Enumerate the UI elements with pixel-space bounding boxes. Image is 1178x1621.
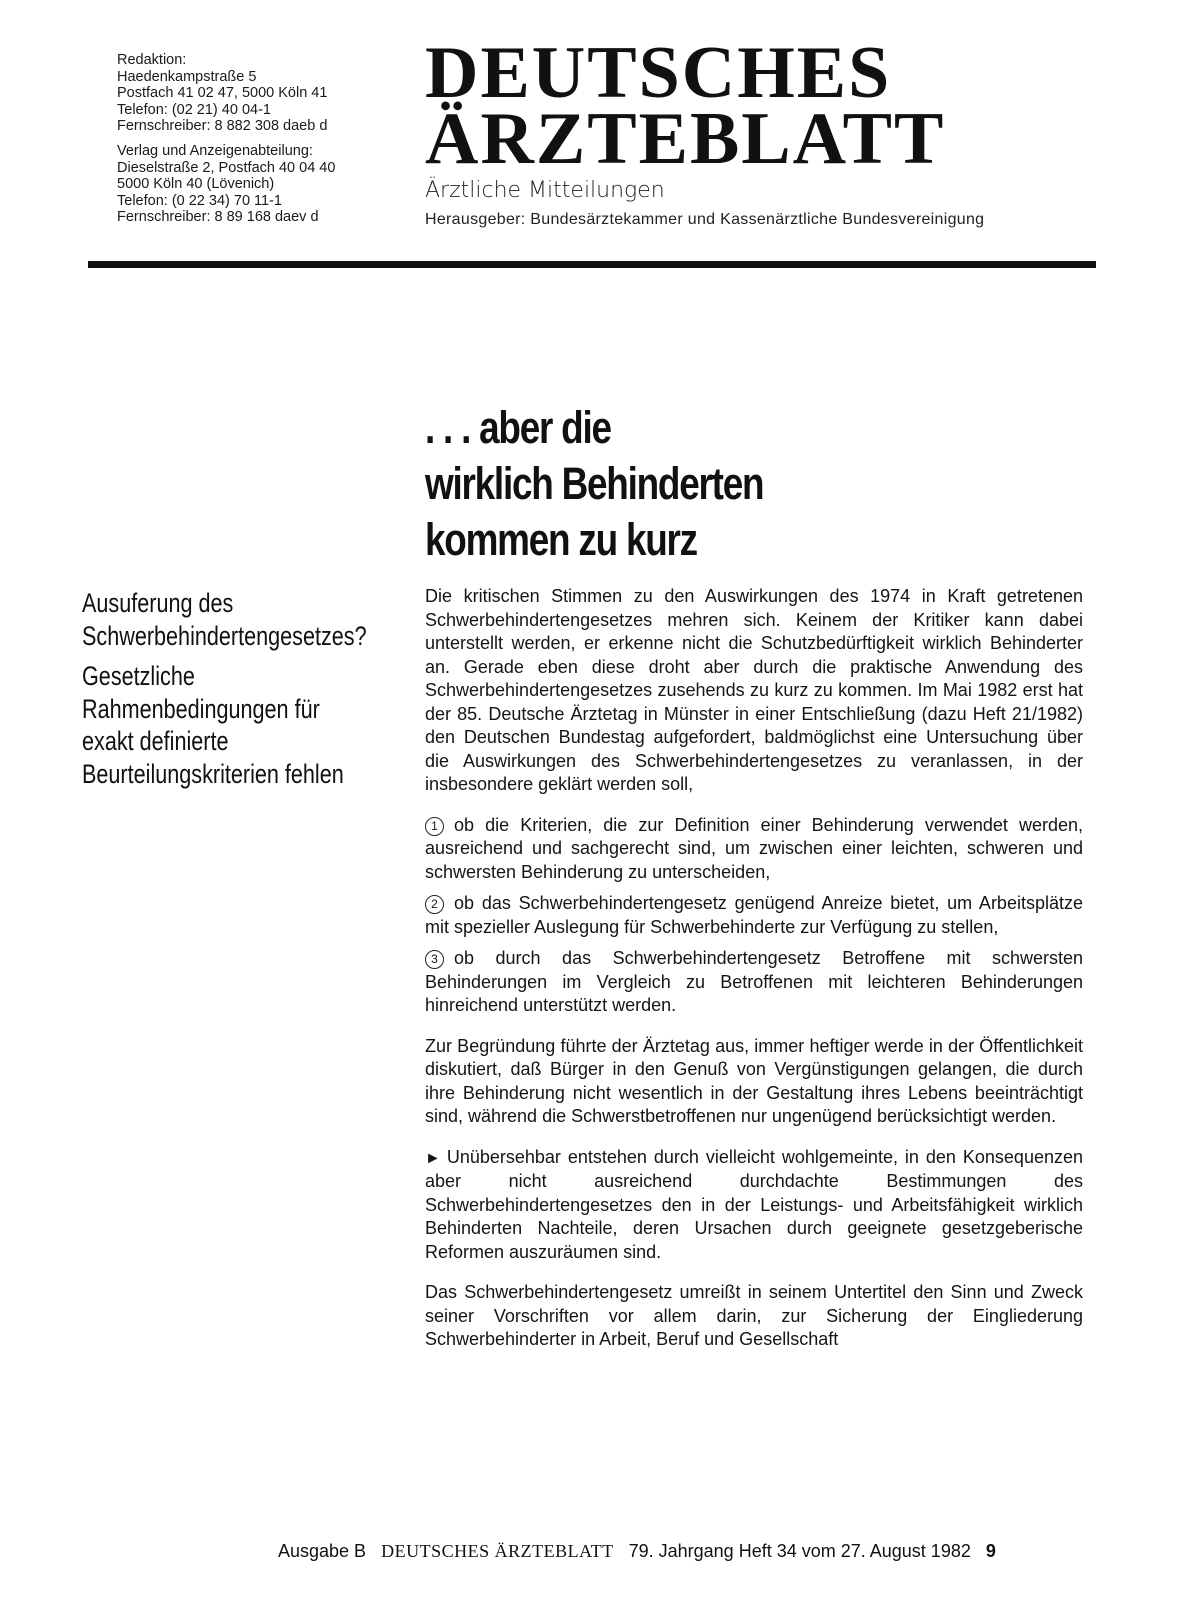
circled-number-icon: 3 xyxy=(425,950,444,969)
footer-edition: Ausgabe B xyxy=(278,1541,367,1561)
list-item-text: ob das Schwerbehindertengesetz genügend Anreize bietet, um Arbeitsplätze mit spezieller Auslegung für Schwerbehinderte zur Verfügung zu stellen, xyxy=(425,893,1083,937)
footer-issue: 79. Jahrgang Heft 34 vom 27. August 1982 xyxy=(628,1541,971,1561)
highlight-text: Unübersehbar entstehen durch vielleicht wohlgemeinte, in den Konsequenzen aber nicht ausreichend durchdachte Bestimmungen des Schwerbehindertengesetzes den in der Leistungs- und Arbeitsfähigkeit wirklich Behinderten Nachteile, deren Ursachen durch geeignete gesetzgeberische Reformen auszuräumen sind. xyxy=(425,1146,1083,1262)
list-item xyxy=(425,892,1083,939)
imprint-line: Fernschreiber: 8 882 308 daeb d xyxy=(117,118,328,135)
masthead-subtitle: Ärztliche Mitteilungen xyxy=(425,178,665,203)
imprint-line: Telefon: (02 21) 40 04-1 xyxy=(117,101,271,118)
highlight-paragraph xyxy=(425,1146,1083,1265)
sidebar-line: Rahmenbedingungen für xyxy=(82,693,320,724)
headline-line: . . . aber die xyxy=(425,402,611,453)
imprint-line: Verlag und Anzeigenabteilung: xyxy=(117,142,313,159)
list-item xyxy=(425,947,1083,1018)
imprint-line: 5000 Köln 40 (Lövenich) xyxy=(117,176,275,193)
triangle-arrow-icon: ► xyxy=(425,1149,441,1167)
masthead-rule xyxy=(88,261,1096,268)
sidebar-line: exakt definierte xyxy=(82,726,229,756)
masthead-title-line1: DEUTSCHES xyxy=(425,32,892,114)
sidebar-statement xyxy=(82,660,410,790)
page-number: 9 xyxy=(985,1541,996,1561)
sidebar-line: Schwerbehindertengesetzes? xyxy=(82,620,367,651)
intro-paragraph: Die kritischen Stimmen zu den Auswirkungen des 1974 in Kraft getretenen Schwerbehindertengesetzes mehren sich. Keinem der Kritiker kann dabei unterstellt werden, er erkenne nicht die Schutzbedürftigkeit wirklich Behinderter an. Gerade eben diese droht aber durch die praktische Anwendung des Schwerbehindertengesetzes zusehends zu kurz zu kommen. Im Mai 1982 erst hat der 85. Deutsche Ärztetag in Münster in einer Entschließung (dazu Heft 21/1982) den Deutschen Bundestag aufgefordert, baldmöglichst eine Untersuchung über die Auswirkungen des Schwerbehindertengesetzes zu veranlassen, in der insbesondere geklärt werden soll, xyxy=(425,586,1083,794)
sidebar-line: Beurteilungskriterien fehlen xyxy=(82,758,344,789)
circled-number-icon: 2 xyxy=(425,895,444,914)
imprint-line: Postfach 41 02 47, 5000 Köln 41 xyxy=(117,85,328,102)
masthead-publisher: Herausgeber: Bundesärztekammer und Kassenärztliche Bundesvereinigung xyxy=(425,211,985,228)
article-body xyxy=(425,585,1083,1352)
list-item xyxy=(425,814,1083,885)
list-item-text: ob die Kriterien, die zur Definition einer Behinderung verwendet werden, ausreichend und sachgerecht sind, um zwischen einer leichten, schweren und schwersten Behinderung zu unterscheiden, xyxy=(425,814,1083,882)
sidebar-question xyxy=(82,587,410,652)
closing-paragraph: Das Schwerbehindertengesetz umreißt in seinem Untertitel den Sinn und Zweck seiner Vorschriften vor allem darin, zur Sicherung der Eingliederung Schwerbehinderter in Arbeit, Beruf und Gesellschaft xyxy=(425,1282,1083,1349)
article-sidebar xyxy=(82,587,410,790)
imprint-line: Redaktion: xyxy=(117,52,187,68)
imprint-line: Haedenkampstraße 5 xyxy=(117,68,257,85)
imprint-line: Telefon: (0 22 34) 70 11-1 xyxy=(117,192,282,209)
headline-line: wirklich Behinderten xyxy=(425,458,764,509)
imprint-line: Dieselstraße 2, Postfach 40 04 40 xyxy=(117,159,336,176)
imprint xyxy=(117,52,407,226)
footer-journal: DEUTSCHES ÄRZTEBLATT xyxy=(381,1541,614,1561)
circled-number-icon: 1 xyxy=(425,817,444,836)
headline-line: kommen zu kurz xyxy=(425,514,697,565)
page-footer xyxy=(278,1541,1088,1562)
reasoning-paragraph: Zur Begründung führte der Ärztetag aus, immer heftiger werde in der Öffentlichkeit diskutiert, daß Bürger in den Genuß von Vergünstigungen gelangen, die durch ihre Behinderung nicht wesentlich in der Gestaltung ihres Lebens beeinträchtigt sind, während die Schwerstbetroffenen nur ungenügend berücksichtigt werden. xyxy=(425,1035,1083,1126)
article-headline xyxy=(425,400,999,568)
imprint-verlag xyxy=(117,143,407,226)
sidebar-line: Ausuferung des xyxy=(82,588,234,618)
masthead xyxy=(425,32,1125,229)
sidebar-line: Gesetzliche xyxy=(82,661,195,691)
imprint-line: Fernschreiber: 8 89 168 daev d xyxy=(117,209,319,226)
masthead-title-line2: ÄRZTEBLATT xyxy=(425,98,946,180)
list-item-text: ob durch das Schwerbehindertengesetz Betroffene mit schwersten Behinderungen im Vergleich zu Betroffenen mit leichteren Behinderungen hinreichend unterstützt werden. xyxy=(425,948,1083,1015)
imprint-redaktion xyxy=(117,52,407,135)
